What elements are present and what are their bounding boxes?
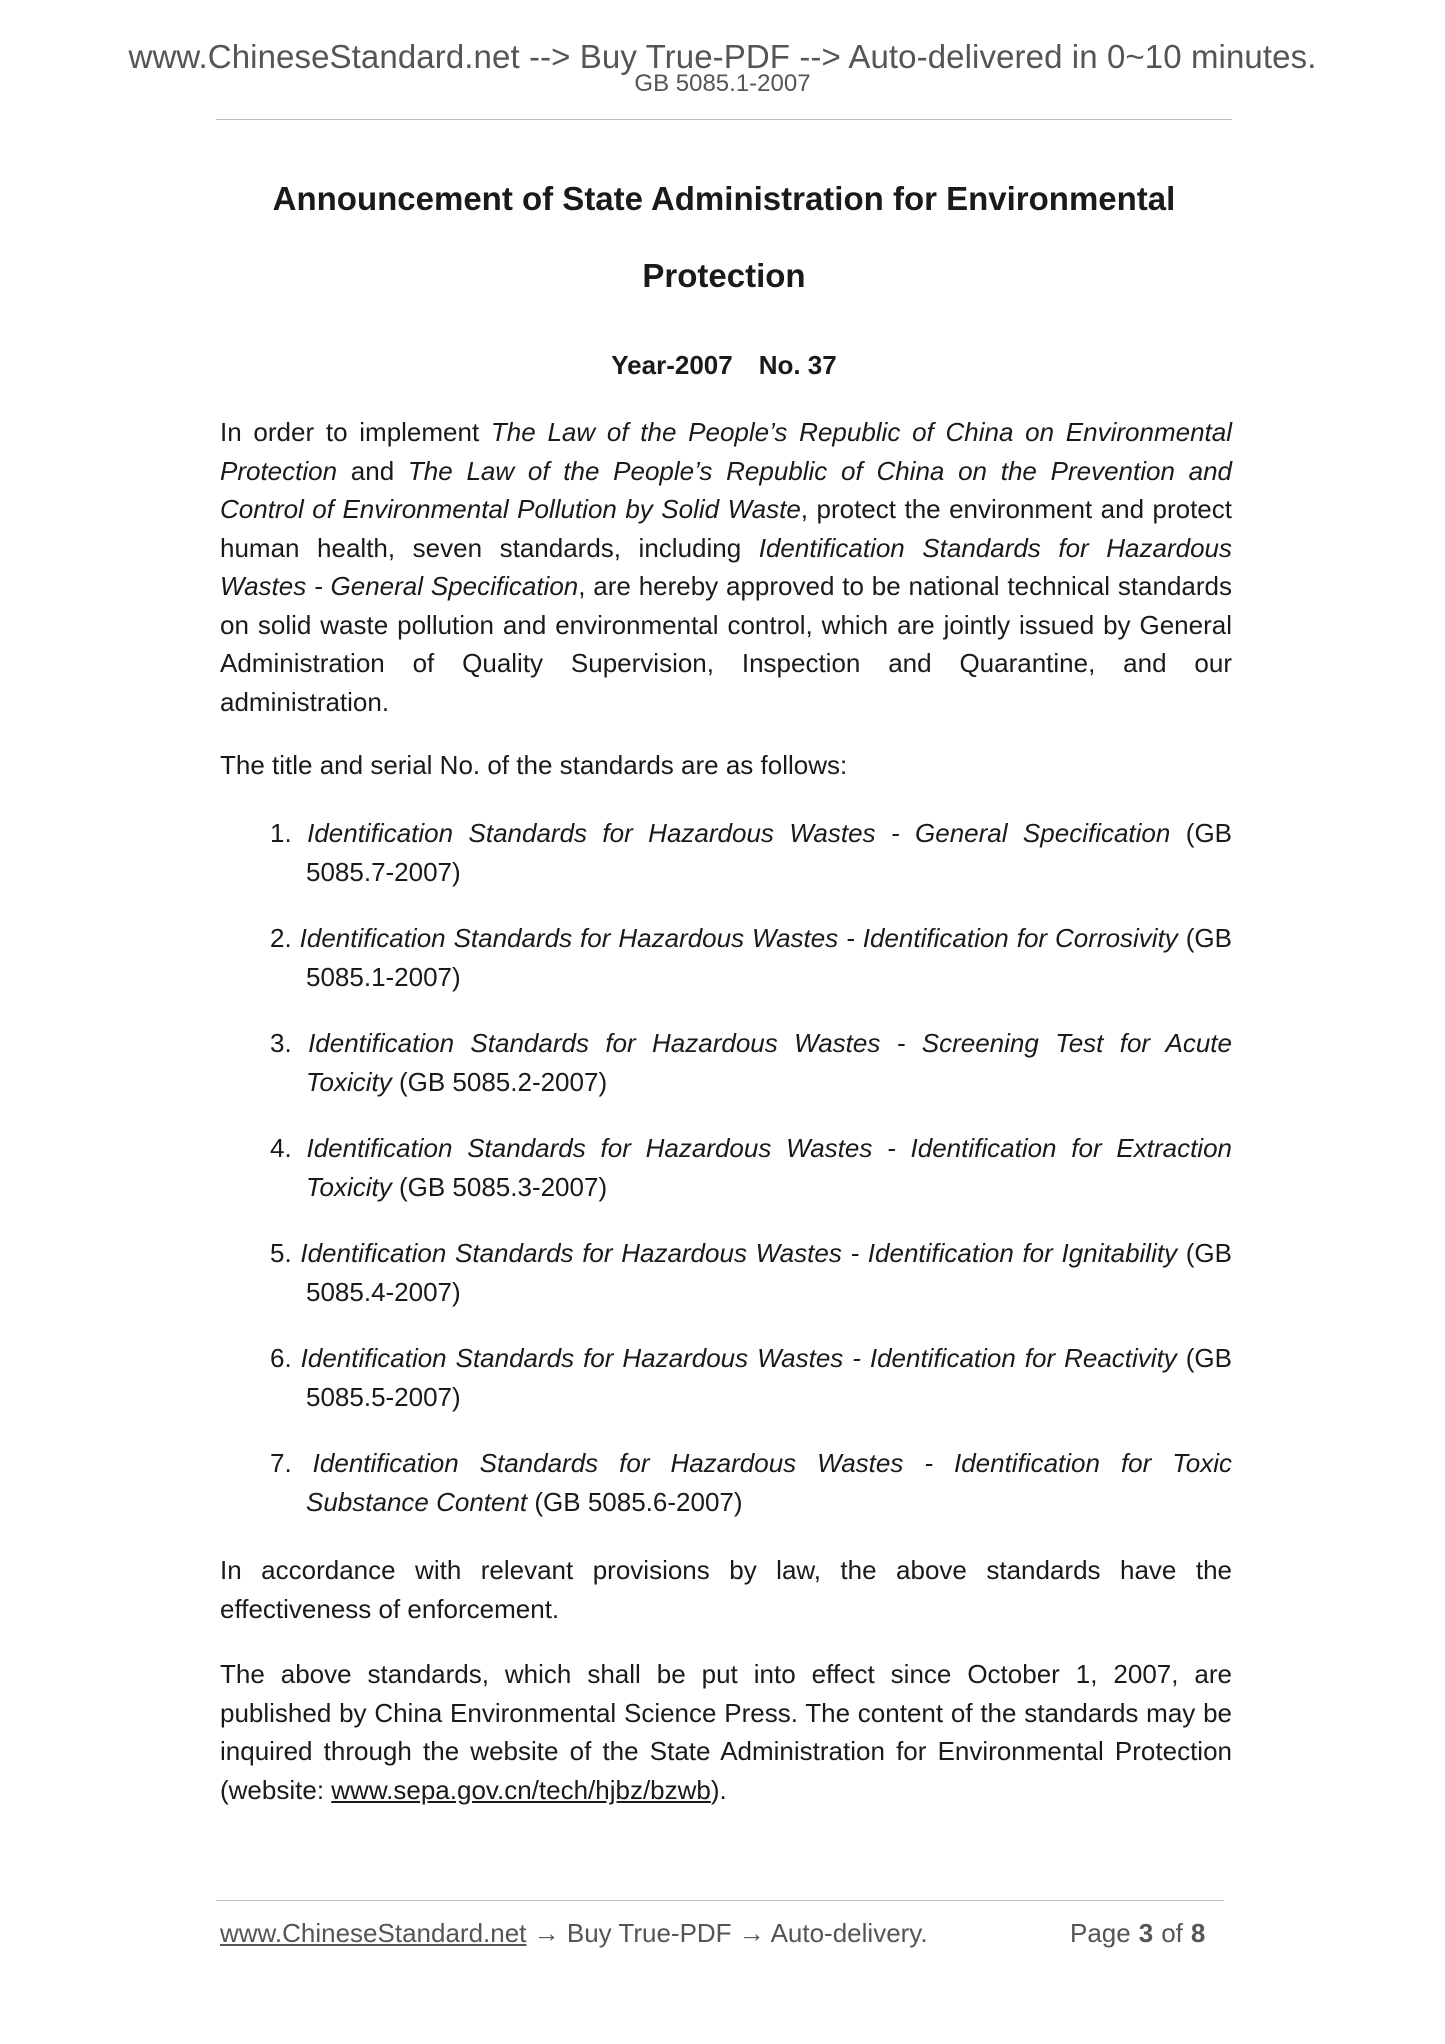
footer-promo: www.ChineseStandard.net → Buy True-PDF → Auto-delivery. (220, 1918, 928, 1948)
intro-text-4: , are hereby approved to be national technical standards on solid waste pollution and environmental control, which are jointly issued by General Administration of Quality Supervision, Inspection and Quarantine, and our administration. (220, 571, 1232, 717)
list-item: 7. Identification Standards for Hazardous Wastes - Identification for Toxic Substance Content (GB 5085.6-2007) (270, 1448, 1232, 1517)
standard-code-ref: (GB 5085.4-2007) (306, 1238, 1232, 1307)
list-item: 6. Identification Standards for Hazardous Wastes - Identification for Reactivity (GB 5085.5-2007) (270, 1343, 1232, 1412)
announcement-year: Year-2007 (611, 350, 733, 380)
list-item: 5. Identification Standards for Hazardous Wastes - Identification for Ignitability (GB 5085.4-2007) (270, 1238, 1232, 1307)
standard-code-ref: (GB 5085.3-2007) (398, 1171, 608, 1202)
standard-title: Identification Standards for Hazardous Wastes - Identification for Extraction Toxicity (306, 1133, 1232, 1202)
law-title-1: The Law of the People’s Republic of China on Environmental Protection (220, 417, 1232, 486)
law-title-2: The Law of the People’s Republic of China on the Prevention and Control of Environmental Pollution by Solid Waste (220, 455, 1233, 524)
intro-text-1: In order to implement (220, 417, 491, 447)
announcement-no: No. 37 (758, 350, 837, 380)
standard-title: Identification Standards for Hazardous Wastes - Identification for Ignitability (300, 1238, 1178, 1268)
standard-title: Identification Standards for Hazardous Wastes - Identification for Toxic Substance Content (306, 1448, 1232, 1517)
page-title-line1: Announcement of State Administration for Environmental (272, 180, 1176, 217)
standard-title: Identification Standards for Hazardous Wastes - Identification for Reactivity (300, 1343, 1177, 1373)
standard-code-ref: (GB 5085.1-2007) (306, 923, 1232, 992)
list-lead: The title and serial No. of the standards are as follows: (220, 750, 848, 780)
standard-title-ref: Identification Standards for Hazardous Wastes - General Specification (220, 532, 1232, 601)
standard-code-ref: (GB 5085.6-2007) (534, 1486, 743, 1517)
footer-divider (216, 1900, 1224, 1901)
standard-code-ref: (GB 5085.2-2007) (398, 1066, 608, 1097)
enforcement-paragraph: In accordance with relevant provisions by law, the above standards have the effectiveness of enforcement. (220, 1555, 1232, 1624)
standard-code-ref: (GB 5085.5-2007) (306, 1343, 1232, 1412)
page-title-line2: Protection (642, 257, 806, 294)
standard-code: GB 5085.1-2007 (634, 70, 811, 97)
page-counter: Page 3 of 8 (1070, 1918, 1206, 1948)
total-pages: 8 (1190, 1918, 1206, 1948)
current-page: 3 (1138, 1918, 1154, 1948)
standard-title: Identification Standards for Hazardous Wastes - General Specification (307, 818, 1171, 848)
sepa-website-link[interactable]: www.sepa.gov.cn/tech/hjbz/bzwb (331, 1774, 711, 1805)
standard-code-ref: (GB 5085.7-2007) (306, 818, 1233, 887)
list-item: 2. Identification Standards for Hazardous Wastes - Identification for Corrosivity (GB 5085.1-2007) (270, 923, 1232, 992)
effective-paragraph: The above standards, which shall be put into effect since October 1, 2007, are published by China Environmental Science Press. The content of the standards may be inquired through the website of the State Administration for Environmental Protection (website: www.sepa.gov.cn/tech/hjbz/bzwb). (220, 1659, 1232, 1805)
list-item: 3. Identification Standards for Hazardous Wastes - Screening Test for Acute Toxicity (GB 5085.2-2007) (270, 1028, 1232, 1097)
intro-paragraph (220, 413, 1232, 721)
list-item: 1. Identification Standards for Hazardous Wastes - General Specification (GB 5085.7-2007) (270, 818, 1233, 887)
standard-title: Identification Standards for Hazardous Wastes - Identification for Corrosivity (299, 923, 1178, 953)
header-divider (216, 119, 1232, 120)
announcement-number (216, 350, 1232, 381)
intro-text-3: , protect the environment and protect human health, seven standards, including (220, 494, 1232, 563)
list-item: 4. Identification Standards for Hazardous Wastes - Identification for Extraction Toxicity (GB 5085.3-2007) (270, 1133, 1232, 1202)
effective-text: The above standards, which shall be put into effect since October 1, 2007, are published by China Environmental Science Press. The content of the standards may be inquired through the website of the State Administration for Environmental Protection (website: (220, 1659, 1232, 1805)
intro-text-2: and (337, 455, 408, 486)
standard-title: Identification Standards for Hazardous Wastes - Screening Test for Acute Toxicity (306, 1028, 1232, 1097)
site-banner: www.ChineseStandard.net --> Buy True-PDF --> Auto-delivered in 0~10 minutes. (128, 38, 1317, 75)
footer-site-link[interactable]: www.ChineseStandard.net (220, 1918, 527, 1948)
